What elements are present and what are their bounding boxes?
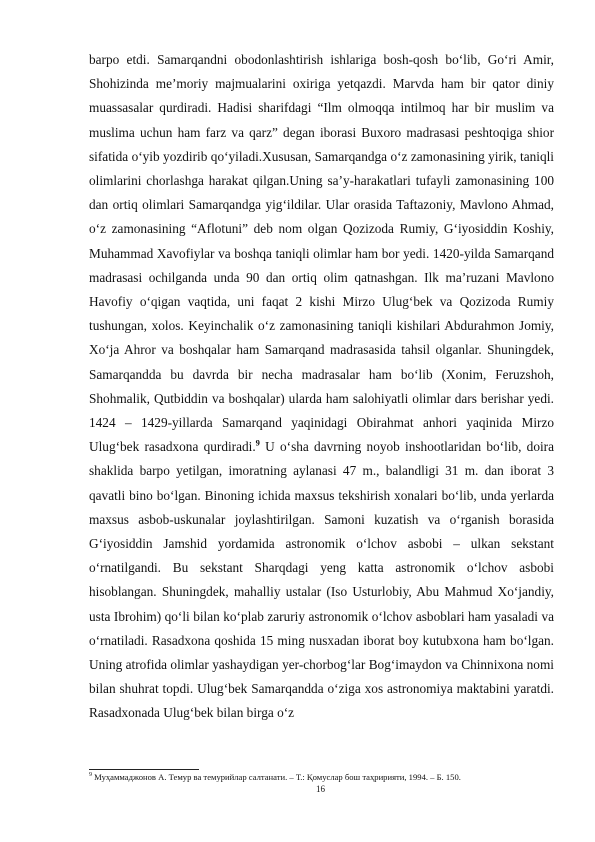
footnote-reference[interactable]: 9: [255, 437, 260, 448]
footnote-separator: [89, 769, 199, 770]
body-paragraph: [89, 48, 554, 726]
footnote-text: Муҳаммаджонов А. Темур ва темурийлар салтанати. – Т.: Қомуслар бош таҳририяти, 1994. – Б. 150.: [92, 772, 461, 782]
footnote: [89, 772, 559, 783]
footnote-mark: 9: [89, 772, 92, 779]
body-text-part-1: barpo etdi. Samarqandni obodonlashtirish ishlariga bosh-qosh bo‘lib, Go‘ri Amir, Shohizinda me’moriy majmualarini oxiriga yetqazdi. Marvda ham bir qator diniy muassasalar qurdiradi. Hadisi sharifdagi “Ilm olmoqqa intilmoq har bir muslim va muslima uchun ham farz va qarz” degan iborasi Buxoro madrasasi peshtoqiga shior sifatida o‘yib yozdirib qo‘yiladi.Xususan, Samarqandga o‘z zamonasining yirik, taniqli olimlarini chorlashga harakat qilgan.Uning sa’y-harakatlari tufayli zamonasining 100 dan ortiq olimlari Samarqandga yig‘ildilar. Ular orasida Taftazoniy, Mavlono Ahmad, o‘z zamonasining “Aflotuni” deb nom olgan Qozizoda Rumiy, G‘iyosiddin Koshiy, Muhammad Xavofiylar va boshqa taniqli olimlar ham bor yedi. 1420-yilda Samarqand madrasasi ochilganda unda 90 dan ortiq olim qatnashgan. Ilk ma’ruzani Mavlono Havofiy o‘qigan vaqtida, uni faqat 2 kishi Mirzo Ulug‘bek va Qozizoda Rumiy tushungan, xolos. Keyinchalik o‘z zamonasining taniqli kishilari Abdurahmon Jomiy, Xo‘ja Ahror va boshqalar ham Samarqand madrasasida tahsil olganlar. Shuningdek, Samarqandda bu davrda bir necha madrasalar ham bo‘lib (Xonim, Feruzshoh, Shohmalik, Qutbiddin va boshqalar) ularda ham salohiyatli olimlar dars berishar yedi. 1424 – 1429-yillarda Samarqand yaqinidagi Obirahmat anhori yaqinida Mirzo Ulug‘bek rasadxona qurdiradi.: [89, 52, 554, 455]
body-text-part-2: U o‘sha davrning noyob inshootlaridan bo‘lib, doira shaklida barpo yetilgan, imoratning aylanasi 47 m., balandligi 31 m. dan iborat 3 qavatli bino bo‘lgan. Binoning ichida maxsus tekshirish xonalari bo‘lib, unda yerlarda maxsus asbob-uskunalar joylashtirilgan. Samoni kuzatish va o‘rganish borasida G‘iyosiddin Jamshid yordamida astronomik o‘lchov asbobi – ulkan sekstant o‘rnatilgandi. Bu sekstant Sharqdagi yeng katta astronomik o‘lchov asbobi hisoblangan. Shuningdek, mahalliy ustalar (Iso Usturlobiy, Abu Mahmud Xo‘jandiy, usta Ibrohim) qo‘li bilan ko‘plab zaruriy astronomik o‘lchov asboblari ham yasaladi va o‘rnatiladi. Rasadxona qoshida 15 ming nusxadan iborat boy kutubxona ham bo‘lgan. Uning atrofida olimlar yashaydigan yer-chorbog‘lar Bog‘imaydon va Chinnixona nomi bilan shuhrat topdi. Ulug‘bek Samarqandda o‘ziga xos astronomiya maktabini yaratdi. Rasadxonada Ulug‘bek bilan birga o‘z: [89, 439, 554, 721]
page-number: 16: [316, 784, 325, 794]
main-text-block: [89, 48, 554, 726]
